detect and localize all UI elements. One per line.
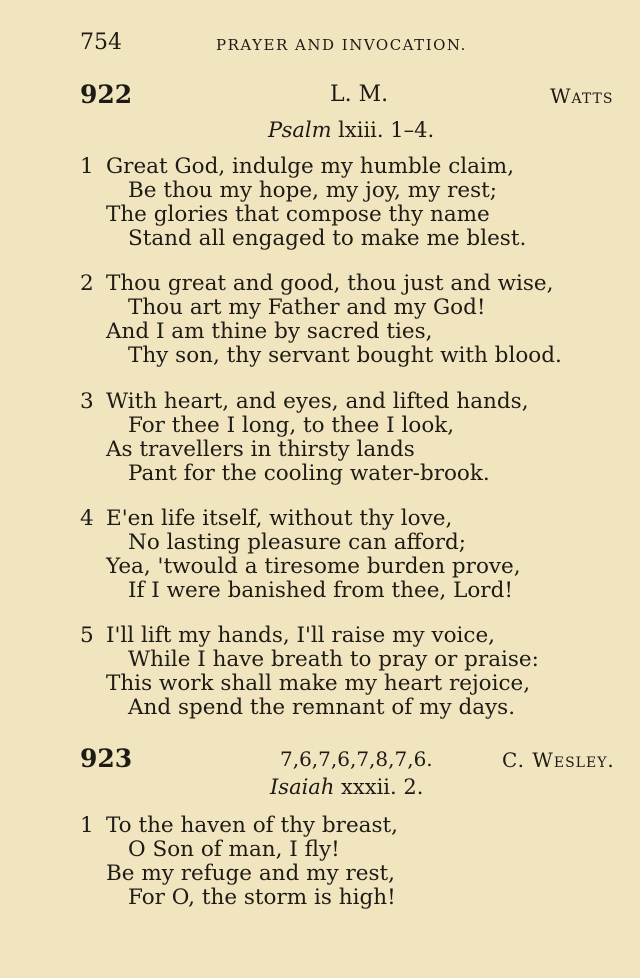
verse-line: Thou art my Father and my God! [128,295,486,320]
stanza-1 [80,155,620,251]
hymn-923-header [80,744,635,778]
stanza-number: 5 [80,623,94,648]
verse-line: O Son of man, I fly! [128,837,340,862]
verse-line: 4 E'en life itself, without thy love, [80,506,453,531]
stanza-number: 1 [80,813,94,838]
reference-book: Isaiah [270,775,335,799]
stanza-2 [80,272,620,368]
stanza-4 [80,507,620,603]
verse-line: The glories that compose thy name [106,202,490,227]
reference-book: Psalm [268,118,332,142]
hymn-number: 922 [80,80,133,109]
verse-line: For O, the storm is high! [128,885,396,910]
verse-line: 2 Thou great and good, thou just and wise, [80,271,554,296]
reference-chapter: lxiii. 1–4. [331,118,435,142]
verse-line: Stand all engaged to make me blest. [128,226,527,251]
verse-line: As travellers in thirsty lands [106,437,415,462]
verse-line: This work shall make my heart rejoice, [106,671,531,696]
hymn-meter: L. M. [330,82,389,107]
verse-line: Be thou my hope, my joy, my rest; [128,178,498,203]
hymn-number: 923 [80,744,133,773]
verse-line: No lasting pleasure can afford; [128,530,467,555]
hymn-author: C. Wesley. [502,748,615,772]
verse-line: If I were banished from thee, Lord! [128,578,513,603]
running-head [80,30,510,60]
reference-chapter: xxxii. 2. [334,775,424,799]
stanza-5 [80,624,620,720]
verse-line: Be my refuge and my rest, [106,861,395,886]
stanza-3 [80,390,620,486]
scripture-reference [270,775,423,799]
stanza-number: 3 [80,389,94,414]
verse-line: And I am thine by sacred ties, [106,319,433,344]
verse-line: While I have breath to pray or praise: [128,647,539,672]
hymn-meter: 7,6,7,6,7,8,7,6. [280,747,433,771]
hymn-922-header [80,80,635,114]
verse-line: And spend the remnant of my days. [128,695,516,720]
verse-line: 1 Great God, indulge my humble claim, [80,154,515,179]
stanza-number: 2 [80,271,94,296]
verse-line: Pant for the cooling water-brook. [128,461,490,486]
verse-line: 3 With heart, and eyes, and lifted hands, [80,389,529,414]
scripture-reference [268,118,434,142]
verse-line: 1 To the haven of thy breast, [80,813,399,838]
verse-line: Yea, 'twould a tiresome burden prove, [106,554,521,579]
verse-line: For thee I long, to thee I look, [128,413,455,438]
running-title: PRAYER AND INVOCATION. [216,36,467,54]
stanza-number: 1 [80,154,94,179]
verse-line: Thy son, thy servant bought with blood. [128,343,562,368]
stanza-1 [80,814,620,910]
stanza-number: 4 [80,506,94,531]
verse-line: 5 I'll lift my hands, I'll raise my voice, [80,623,496,648]
page-number: 754 [80,30,122,55]
hymn-author: Watts [550,84,614,108]
